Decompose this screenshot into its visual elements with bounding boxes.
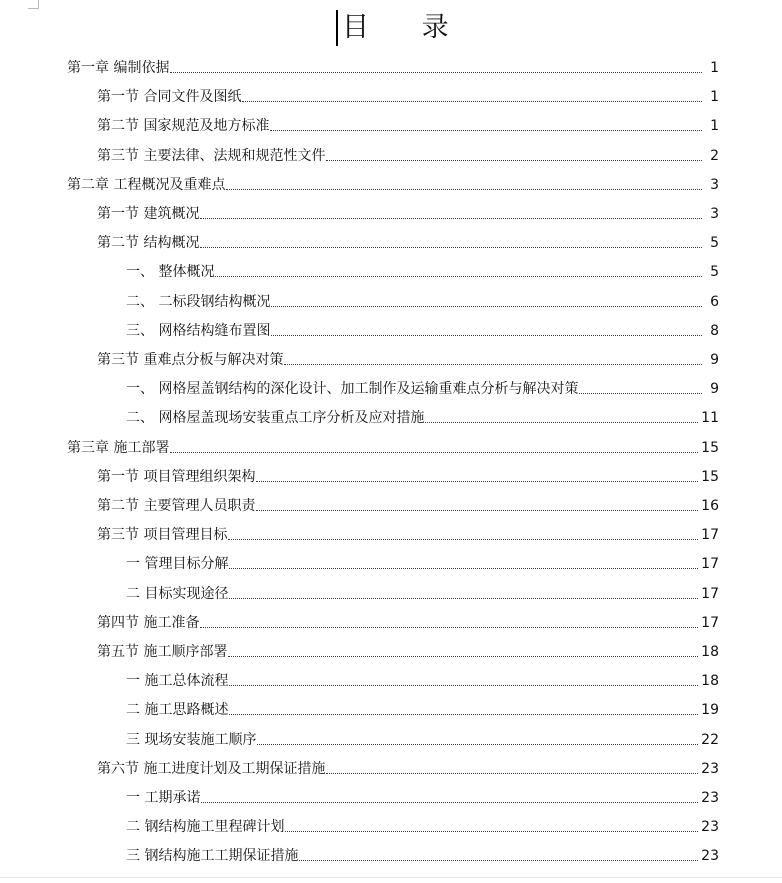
toc-entry-page-number: 22 [701,732,719,748]
toc-entry-page-number: 1 [710,118,719,134]
toc-entry-page-number: 6 [710,294,719,310]
toc-entry-label: 第三节 主要法律、法规和规范性文件 [97,148,326,164]
toc-entry-page-number: 18 [701,673,719,689]
toc-entry-page-number: 17 [701,527,719,543]
toc-entry-page-number: 23 [701,761,719,777]
toc-entry-label: 第三节 重难点分板与解决对策 [97,352,284,368]
toc-dot-leader [229,567,698,569]
page-corner-mark [28,0,39,9]
toc-entry-label: 二 钢结构施工里程碑计划 [126,819,285,835]
toc-entry[interactable] [97,344,719,370]
text-cursor [336,10,338,46]
toc-dot-leader [201,801,698,803]
toc-entry-page-number: 23 [701,819,719,835]
toc-entry[interactable] [126,665,719,691]
toc-dot-leader [271,305,702,307]
toc-dot-leader [170,71,702,73]
toc-entry-page-number: 5 [710,264,719,280]
toc-dot-leader [326,159,702,161]
toc-dot-leader [242,100,702,102]
toc-entry[interactable] [126,724,719,750]
toc-entry-page-number: 17 [701,556,719,572]
toc-dot-leader [229,713,698,715]
toc-entry-label: 第五节 施工顺序部署 [97,644,228,660]
toc-entry-page-number: 1 [710,60,719,76]
toc-dot-leader [226,188,702,190]
toc-entry-label: 一 管理目标分解 [126,556,229,572]
toc-entry[interactable] [126,548,719,574]
toc-entry[interactable] [67,169,719,195]
toc-dot-leader [200,626,698,628]
title-area [336,6,471,50]
toc-entry-label: 第一章 编制依据 [67,60,170,76]
toc-entry-page-number: 11 [701,410,719,426]
toc-entry[interactable] [126,840,719,866]
toc-entry[interactable] [97,198,719,224]
toc-entry-page-number: 19 [701,702,719,718]
toc-entry-label: 二 目标实现途径 [126,586,229,602]
toc-entry-page-number: 17 [701,586,719,602]
toc-entry-label: 三 钢结构施工工期保证措施 [126,848,299,864]
toc-dot-leader [228,655,698,657]
toc-entry-label: 二、 网格屋盖现场安装重点工序分析及应对措施 [126,410,425,426]
toc-dot-leader [326,772,698,774]
toc-dot-leader [200,217,702,219]
toc-entry-label: 第一节 合同文件及图纸 [97,89,242,105]
toc-entry[interactable] [126,373,719,399]
toc-entry-label: 第二节 结构概况 [97,235,200,251]
toc-entry[interactable] [97,607,719,633]
toc-dot-leader [170,451,698,453]
toc-entry[interactable] [97,461,719,487]
toc-entry[interactable] [126,286,719,312]
toc-dot-leader [257,743,698,745]
toc-entry-page-number: 9 [710,381,719,397]
toc-dot-leader [229,684,698,686]
toc-entry-page-number: 8 [710,323,719,339]
toc-dot-leader [270,129,702,131]
toc-entry-page-number: 15 [701,440,719,456]
toc-entry-page-number: 18 [701,644,719,660]
toc-entry-page-number: 15 [701,469,719,485]
toc-dot-leader [285,830,698,832]
toc-dot-leader [229,597,698,599]
toc-entry[interactable] [97,519,719,545]
toc-entry-page-number: 5 [710,235,719,251]
toc-entry-page-number: 16 [701,498,719,514]
toc-dot-leader [228,538,698,540]
toc-entry-label: 一 施工总体流程 [126,673,229,689]
toc-entry[interactable] [97,636,719,662]
toc-dot-leader [256,509,698,511]
toc-entry-page-number: 3 [710,177,719,193]
toc-entry-label: 一、 整体概况 [126,264,215,280]
toc-entry[interactable] [126,402,719,428]
toc-entry-label: 三 现场安装施工顺序 [126,732,257,748]
toc-entry-page-number: 1 [710,89,719,105]
toc-entry[interactable] [67,432,719,458]
toc-entry-label: 一 工期承诺 [126,790,201,806]
toc-entry-label: 第二节 主要管理人员职责 [97,498,256,514]
toc-entry[interactable] [67,52,719,78]
toc-entry-label: 第一节 项目管理组织架构 [97,469,256,485]
toc-dot-leader [271,334,702,336]
toc-dot-leader [284,363,702,365]
toc-entry[interactable] [126,578,719,604]
toc-entry-label: 二、 二标段钢结构概况 [126,294,271,310]
toc-entry-label: 第六节 施工进度计划及工期保证措施 [97,761,326,777]
toc-dot-leader [299,859,698,861]
toc-dot-leader [215,275,702,277]
toc-entry-page-number: 2 [710,148,719,164]
toc-entry[interactable] [126,256,719,282]
toc-entry[interactable] [126,315,719,341]
toc-entry[interactable] [97,81,719,107]
toc-entry-label: 三、 网格结构缝布置图 [126,323,271,339]
toc-dot-leader [425,421,698,423]
toc-entry[interactable] [97,110,719,136]
toc-entry-label: 第三章 施工部署 [67,440,170,456]
toc-entry-label: 第二节 国家规范及地方标准 [97,118,270,134]
toc-entry-label: 二 施工思路概述 [126,702,229,718]
toc-dot-leader [256,480,698,482]
page-title: 目 录 [342,12,471,43]
toc-entry-page-number: 17 [701,615,719,631]
toc-entry[interactable] [97,753,719,779]
toc-entry-page-number: 23 [701,848,719,864]
toc-entry-label: 第一节 建筑概况 [97,206,200,222]
toc-entry-label: 第三节 项目管理目标 [97,527,228,543]
toc-entry[interactable] [97,490,719,516]
page-bottom-edge [0,877,782,878]
toc-dot-leader [200,246,702,248]
toc-entry-label: 第二章 工程概况及重难点 [67,177,226,193]
toc-entry-label: 一、 网格屋盖钢结构的深化设计、加工制作及运输重难点分析与解决对策 [126,381,579,397]
toc-entry[interactable] [126,782,719,808]
toc-entry-label: 第四节 施工准备 [97,615,200,631]
toc-entry[interactable] [126,694,719,720]
toc-entry-page-number: 23 [701,790,719,806]
toc-entry[interactable] [126,811,719,837]
toc-entry-page-number: 3 [710,206,719,222]
toc-entry-page-number: 9 [710,352,719,368]
toc-entry[interactable] [97,227,719,253]
toc-entry[interactable] [97,140,719,166]
toc-dot-leader [579,392,702,394]
